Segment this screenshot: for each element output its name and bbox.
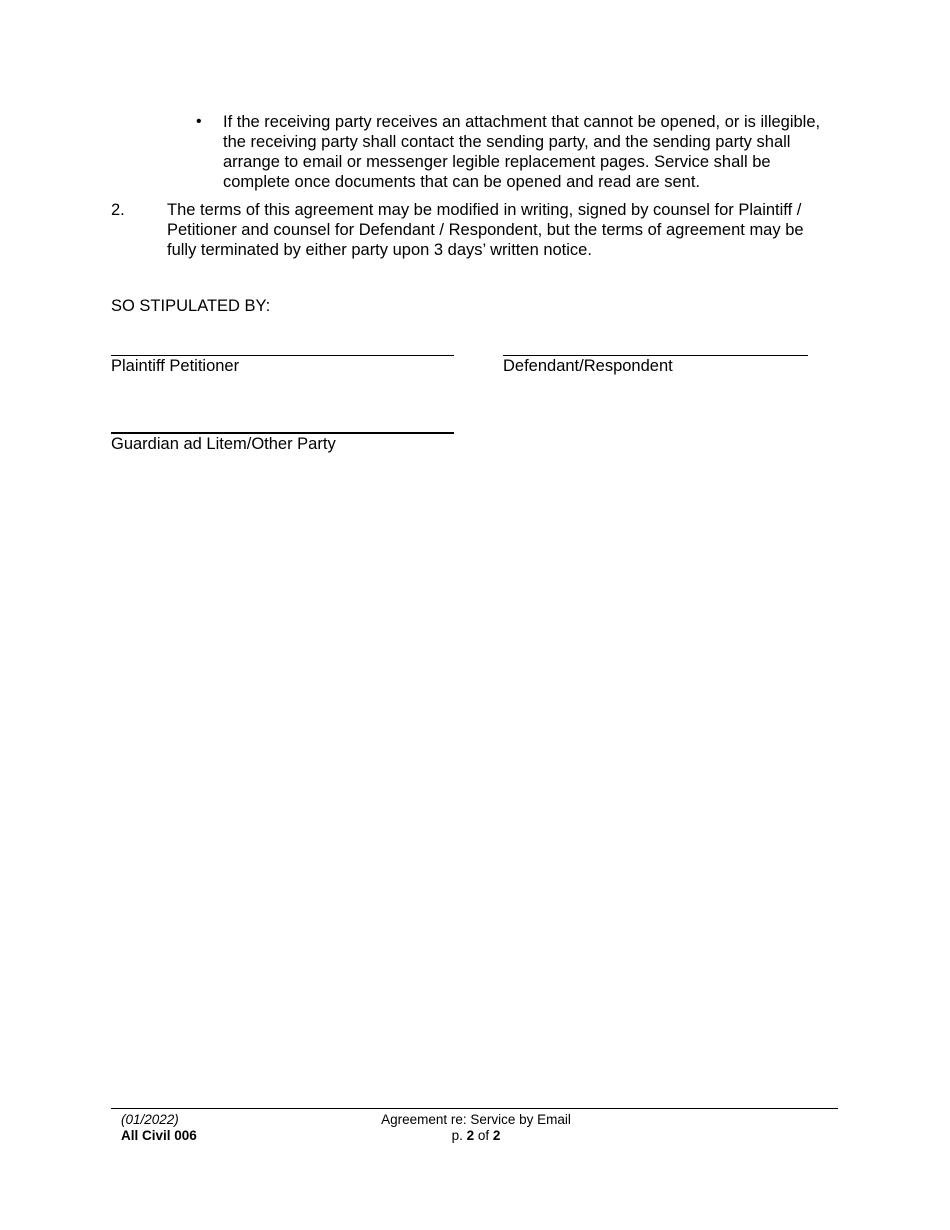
guardian-signature-line[interactable]	[111, 432, 454, 434]
bullet-text: If the receiving party receives an attachment that cannot be opened, or is illegible, the receiving party shall contact the sending party, and the sending party shall arrange to email or messenger legible replacement pages. Service shall be complete once documents that can be opened and read are sent.	[223, 113, 821, 191]
page-current: 2	[466, 1128, 475, 1143]
footer-date: (01/2022)	[121, 1112, 179, 1127]
page-prefix: p.	[451, 1128, 463, 1143]
footer-divider	[111, 1108, 838, 1109]
footer-title: Agreement re: Service by Email	[381, 1112, 571, 1127]
footer-form-info	[121, 1112, 197, 1144]
item-number: 2.	[111, 201, 125, 219]
footer-title-block	[326, 1112, 626, 1144]
footer-form-code: All Civil 006	[121, 1128, 197, 1143]
plaintiff-signature-label: Plaintiff Petitioner	[111, 357, 240, 375]
defendant-signature-label: Defendant/Respondent	[503, 357, 673, 375]
defendant-signature-line[interactable]	[503, 355, 808, 356]
bullet-icon: •	[196, 113, 202, 130]
plaintiff-signature-line[interactable]	[111, 355, 454, 356]
page-number	[326, 1128, 626, 1144]
so-stipulated-heading: SO STIPULATED BY:	[111, 297, 271, 315]
page-total: 2	[492, 1128, 501, 1143]
item-text: The terms of this agreement may be modified in writing, signed by counsel for Plaintiff / Petitioner and counsel for Defendant / Respondent, but the terms of agreement may be fully terminated by either party upon 3 days’ written notice.	[167, 201, 804, 259]
page-of: of	[477, 1128, 490, 1143]
guardian-signature-label: Guardian ad Litem/Other Party	[111, 435, 336, 453]
